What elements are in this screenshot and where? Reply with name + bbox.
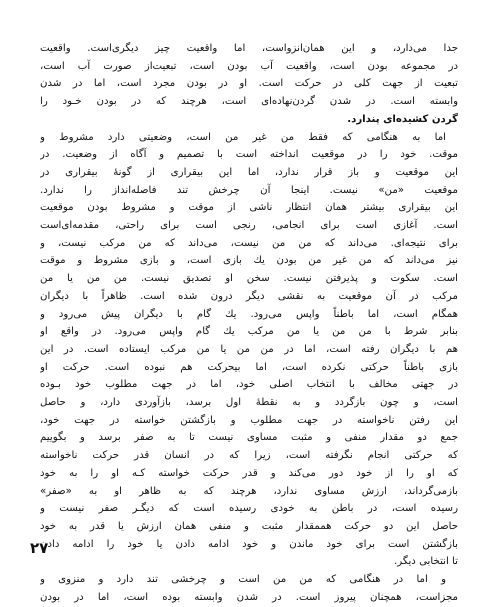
text-line: که حرکتی انجام نگرفته است، زیرا که در انسان قدر حرکت ناخواسته — [40, 450, 458, 462]
text-line: رسیده است، در باطن به خودی رسیده است که دیگـر صفر نیست و — [40, 503, 458, 515]
text-line: در جهتی مخالف با انتخاب اصلی خود، اما در جهت مطلوب خود بـوده — [40, 379, 458, 391]
text-line: است. سکوت و پذیرفتن نیست. سخن او تصدیق نیست. من من یا من — [40, 273, 458, 285]
text-line: مرکب در آن موقعیت به نقشی دیگر درون شده است. ظاهراً با دیگران — [40, 290, 458, 302]
text-line: همگام است، اما باطناً واپس می‌رود. یك گام با دیگران پیش می‌رود و — [40, 308, 458, 320]
text-line: در مجموعه بودن است، واقعیت آب بودن است، تبعیت‌از صورت آب است، — [40, 60, 458, 72]
text-line: مجزاست، همچنان پیروز است. در شدن وابسته بوده است، اما در بودن — [40, 591, 458, 603]
text-line: بازمی‌گرداند، ارزش مساوی ندارد، هرچند که به ظاهر او به «صفر» — [40, 485, 458, 497]
text-line: جمع دو مقدار منفی و مثبت مساوی نیست تا به صفر برسد و بگوییم — [40, 432, 458, 444]
text-line: است، و چون بازگردد و به نقطهٔ اول برسد، بازآوردی دارد، و حاصل — [40, 397, 458, 409]
text-line: اما به هنگامی که فقط من غیر من است، وضعیتی دارد مشروط و — [40, 131, 446, 143]
text-line: گردن کشیده‌ای پندارد. — [347, 113, 458, 125]
text-line: بنابر شرط با من من یا من مرکب یك گام واپس می‌رود. در واقع او — [40, 326, 458, 338]
text-line: بازی باطناً حرکتی نکرده است، اما بیحرکت هم نبوده است. حرکت او — [40, 361, 458, 373]
text-line: موقت. خود را در موقعیت انداخته است با تصمیم و آگاه از وضعیت. در — [40, 149, 458, 161]
text-line: بازگشتن است برای خود ماندن و خود ادامه دادن یا خود را ادامه دادن — [40, 538, 458, 550]
text-line: است. آغازی است برای انجامی، رنجی است برای راحتی، مقدمه‌ای‌است — [40, 220, 458, 232]
text-line: حاصل این دو حرکت هممقدار مثبت و منفی همان ارزش یا قدر به خود — [40, 520, 458, 532]
text-line: که او را از خود دور می‌کند و قدر حرکت خواسته کـه او را به خود — [40, 467, 458, 479]
text-line: این رفتن ناخواسته در جهت مطلوب و بازگشتن خواسته در جهت خود، — [40, 414, 458, 426]
text-line: برای نتیجه‌ای. می‌داند که من من نیست، می‌داند که من مرکب نیست، و — [40, 237, 458, 249]
paragraph-3 — [40, 571, 458, 606]
paragraph-2 — [40, 129, 458, 572]
text-line: و اما در هنگامی که من من است و چرخشی تند دارد و منزوی و — [40, 574, 446, 586]
body-text — [40, 40, 458, 607]
text-line: نیز می‌داند که من غیر من بودن یك بازی است، و بازی مشروط و موقت — [40, 255, 458, 267]
text-line: جدا می‌دارد، و این همان‌انزواست، اما واقعیت چیز دیگری‌است. واقعیت — [40, 43, 458, 54]
paragraph-1 — [40, 40, 458, 129]
page-number: ۲۷ — [30, 539, 49, 557]
text-line: وابسته است. در شدن گردن‌نهاده‌ای است، هرچند که در بودن خـود را — [40, 96, 458, 108]
text-line: موقعیت «من» نیست. اینجا آن چرخش تند فاصله‌انداز را ندارد. — [40, 184, 458, 196]
text-line: این بیقراری بیشتر همان انتظار ناشی از موقت و مشروط بودن موقعیت — [40, 202, 458, 214]
text-line: هم با دیگران رفته است، اما در من من یا من مرکب ایستاده است. در این — [40, 343, 458, 355]
text-line: این موقعیت و باز قرار ندارد، اما این بیقراری از گونهٔ بیقراری در — [40, 166, 458, 178]
text-line: تبعیت از جهت کلی در حرکت است. او در بودن مجرد است، اما در شدن — [40, 78, 458, 90]
text-line: تا انتخابی دیگر. — [393, 556, 458, 568]
